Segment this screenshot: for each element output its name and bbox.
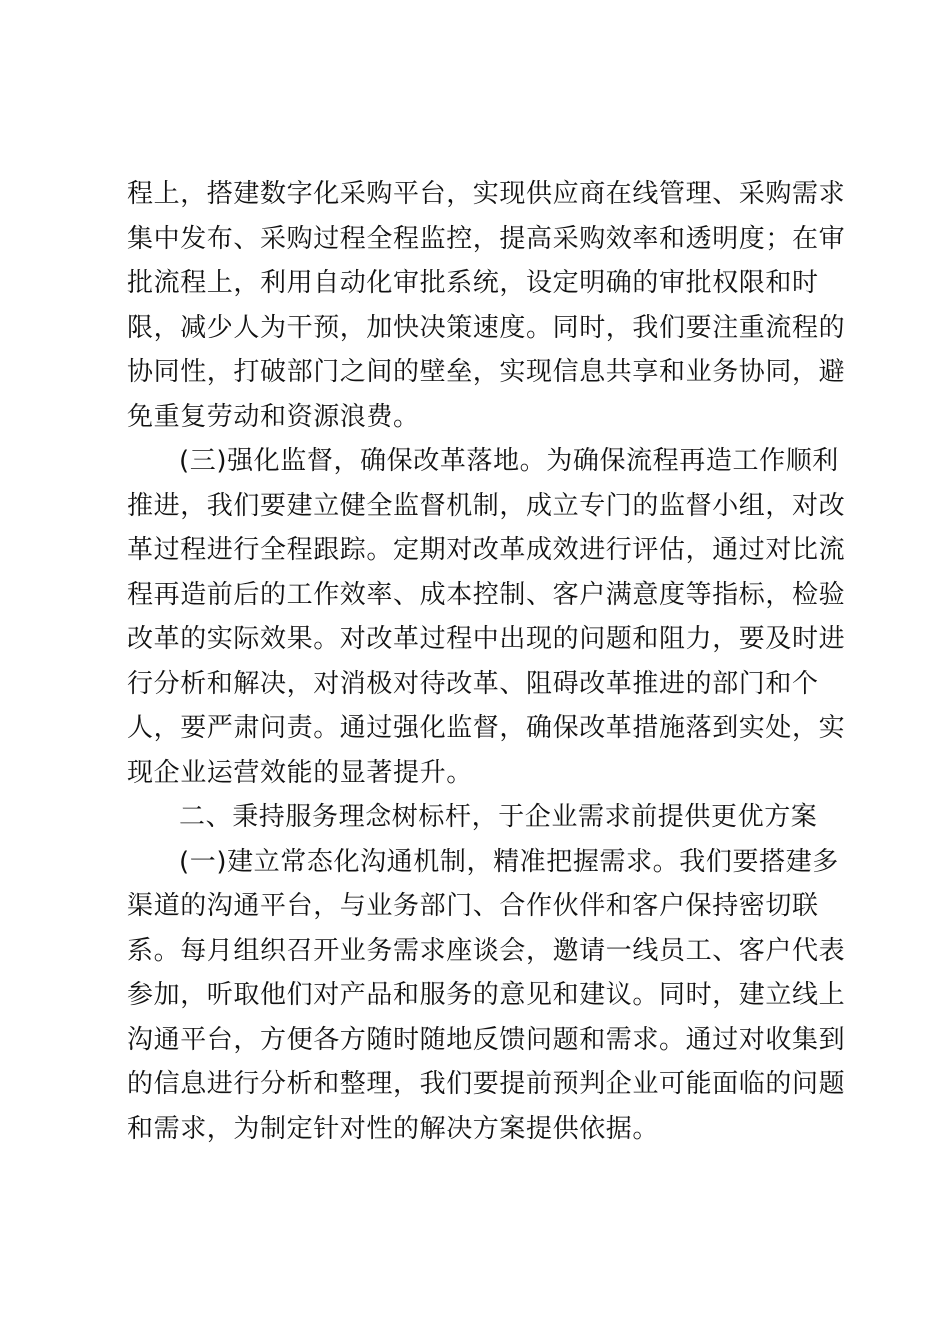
section-heading: 二、秉持服务理念树标杆，于企业需求前提供更优方案 — [179, 802, 818, 832]
text-line: 程上，搭建数字化采购平台，实现供应商在线管理、采购需求 — [127, 179, 846, 209]
text-line: 人，要严肃问责。通过强化监督，确保改革措施落到实处，实 — [127, 713, 846, 743]
text-line: (一)建立常态化沟通机制，精准把握需求。我们要搭建多 — [179, 846, 839, 877]
text-line: 现企业运营效能的显著提升。 — [127, 757, 473, 788]
text-line: 程再造前后的工作效率、成本控制、客户满意度等指标，检验 — [127, 579, 846, 610]
text-line: 协同性，打破部门之间的壁垒，实现信息共享和业务协同，避 — [127, 357, 846, 387]
text-line: 沟通平台，方便各方随时随地反馈问题和需求。通过对收集到 — [127, 1024, 846, 1055]
text-line: 行分析和解决，对消极对待改革、阻碍改革推进的部门和个 — [127, 668, 819, 699]
text-line: 改革的实际效果。对改革过程中出现的问题和阻力，要及时进 — [127, 624, 846, 654]
text-line: 渠道的沟通平台，与业务部门、合作伙伴和客户保持密切联 — [127, 891, 819, 921]
text-line: 的信息进行分析和整理，我们要提前预判企业可能面临的问题 — [127, 1069, 846, 1099]
text-line: 限，减少人为干预，加快决策速度。同时，我们要注重流程的 — [127, 312, 846, 343]
text-line: 批流程上，利用自动化审批系统，设定明确的审批权限和时 — [127, 268, 819, 298]
text-line: 参加，听取他们对产品和服务的意见和建议。同时，建立线上 — [127, 980, 846, 1010]
text-line: 集中发布、采购过程全程监控，提高采购效率和透明度；在审 — [127, 223, 846, 254]
text-line: 免重复劳动和资源浪费。 — [127, 401, 420, 432]
text-line: 系。每月组织召开业务需求座谈会，邀请一线员工、客户代表 — [127, 935, 846, 966]
document-body — [127, 172, 846, 1151]
text-line: 革过程进行全程跟踪。定期对改革成效进行评估，通过对比流 — [127, 535, 846, 565]
text-line: 推进，我们要建立健全监督机制，成立专门的监督小组，对改 — [127, 490, 846, 521]
text-line: (三)强化监督，确保改革落地。为确保流程再造工作顺利 — [179, 446, 839, 476]
text-line: 和需求，为制定针对性的解决方案提供依据。 — [127, 1113, 660, 1144]
